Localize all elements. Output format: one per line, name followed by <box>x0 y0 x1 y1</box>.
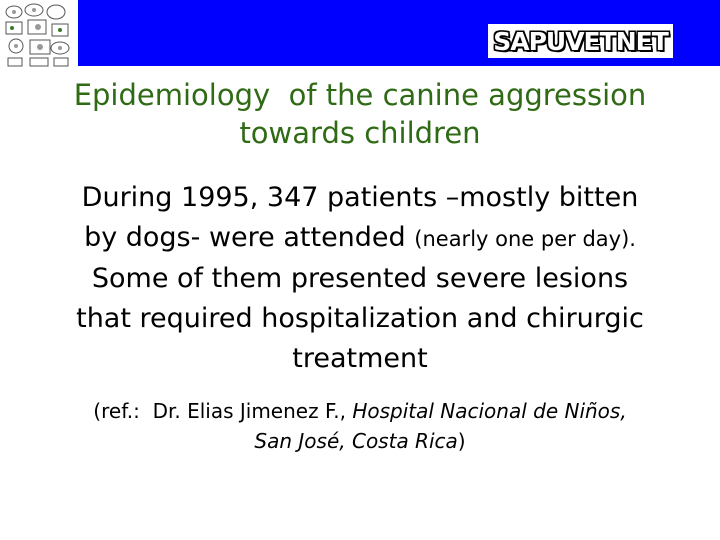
title-line-2: towards children <box>239 116 481 150</box>
title-line-1: Epidemiology of the canine aggression <box>73 78 647 112</box>
reference-close-paren: ) <box>457 429 466 453</box>
body-paragraph <box>20 178 700 379</box>
body-line-2 <box>20 218 700 259</box>
body-line-2-main: by dogs- were attended <box>84 222 415 253</box>
body-line-2-note: (nearly one per day). <box>414 227 636 251</box>
slide-title <box>0 76 720 152</box>
brand-name: SAPUVETNET <box>493 26 668 56</box>
reference-line-2 <box>20 426 700 456</box>
reference-citation <box>20 396 700 456</box>
body-line-4: that required hospitalization and chirurgic <box>76 303 644 334</box>
brand-banner <box>488 24 673 58</box>
reference-location: San José, Costa Rica <box>254 429 458 453</box>
reference-author: (ref.: Dr. Elias Jimenez F., <box>93 399 353 423</box>
veterinary-collage-logo-icon <box>0 0 78 70</box>
reference-line-1 <box>20 396 700 426</box>
reference-institution: Hospital Nacional de Niños, <box>352 399 627 423</box>
body-line-1: During 1995, 347 patients –mostly bitten <box>81 182 639 213</box>
body-line-5: treatment <box>292 343 428 374</box>
body-line-3: Some of them presented severe lesions <box>91 263 629 294</box>
